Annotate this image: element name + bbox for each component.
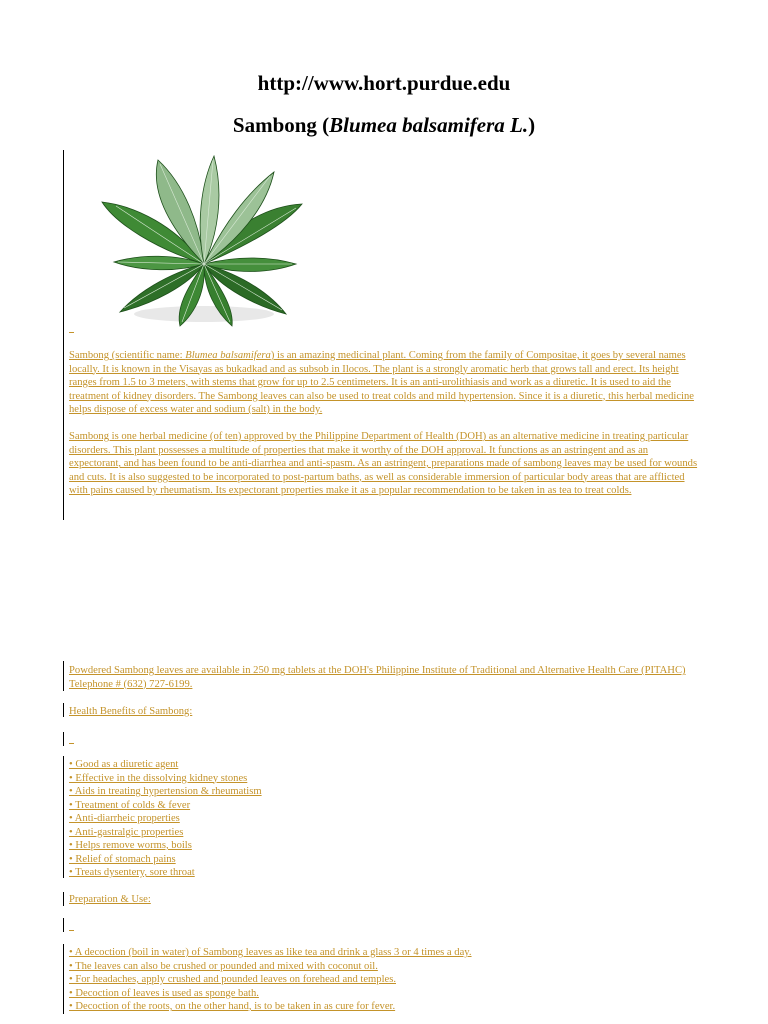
intro-body: ) is an amazing medicinal plant. Coming from the family of Compositae, it goes by several names locally. It is known in the Visayas as bukadkad and as subsob in Ilocos. The plant is a strongly aromatic herb that grows tall and erect. Its height ranges from 1.5 to 3 meters, with stems that grow for up to 2.5 centimeters. It is an anti-urolithiasis and work as a diuretic. It is used to aid the treatment of kidney disorders. The Sambong leaves can also be used to treat colds and mild hypertension. Since it is a diuretic, this herbal medicine helps dispose of excess water and sodium (salt) in the body. (69, 350, 694, 415)
doh-approval-text: Sambong is one herbal medicine (of ten) approved by the Philippine Department of Health (DOH) as an alternative medicine in treating particular disorders. This plant possesses a multitude of properties that make it worthy of the DOH approval. It functions as an astringent and as an expectorant, and has been found to be anti-diarrhea and anti-spasm. As an astringent, preparations made of sambong leaves may be used for wounds and cuts. It is also suggested to be incorporated to post-partum baths, as well as considerable immersion of particular body areas that are afflicted with pains caused by rheumatism. Its expectorant properties make it as a popular recommendation to be taken in as tea to treat colds. (69, 431, 698, 496)
paragraph-availability[interactable] (69, 664, 701, 691)
list-item[interactable]: • Good as a diuretic agent (69, 759, 179, 770)
benefits-heading-text: Health Benefits of Sambong: (69, 706, 193, 717)
title-scientific-name: Blumea balsamifera L. (329, 113, 529, 137)
list-item[interactable]: • For headaches, apply crushed and pounded leaves on forehead and temples. (69, 974, 396, 985)
left-rule-p3 (63, 661, 64, 691)
left-rule-prep-list (63, 944, 64, 1014)
list-item[interactable]: • Decoction of leaves is used as sponge bath. (69, 987, 259, 999)
list-item[interactable]: • Anti-diarrheic properties (69, 813, 180, 824)
left-rule-benefits-heading (63, 703, 64, 717)
list-item[interactable]: • Relief of stomach pains (69, 853, 176, 865)
title-prefix: Sambong ( (232, 113, 330, 137)
list-item[interactable]: • Helps remove worms, boils (69, 840, 192, 851)
preparation-list (69, 946, 472, 1014)
source-url-heading: http://www.hort.purdue.edu (257, 71, 511, 95)
intro-prefix: Sambong (scientific name: (69, 350, 186, 361)
title-suffix: ) (528, 113, 536, 137)
list-item[interactable]: • Treatment of colds & fever (69, 799, 191, 811)
paragraph-intro[interactable] (69, 349, 701, 417)
left-rule-spacer-1 (63, 732, 64, 746)
list-item[interactable]: • Aids in treating hypertension & rheumatism (69, 786, 262, 797)
left-rule-spacer-2 (63, 918, 64, 932)
list-item[interactable]: • Treats dysentery, sore throat (69, 867, 195, 878)
paragraph-doh-approval[interactable] (69, 430, 701, 498)
page-title (0, 113, 768, 138)
list-item[interactable]: • Effective in the dissolving kidney stones (69, 772, 248, 784)
left-rule-top (63, 150, 64, 520)
intro-scientific-name: Blumea balsamifera (185, 350, 271, 361)
availability-text: Powdered Sambong leaves are available in 250 mg tablets at the DOH's Philippine Institute of Traditional and Alternative Health Care (PITAHC) Telephone # (632) 727-6199. (69, 665, 686, 690)
spacer-link-2[interactable] (69, 930, 74, 931)
spacer-link-1[interactable] (69, 743, 74, 744)
image-link-underline[interactable] (69, 332, 74, 333)
list-item[interactable]: • Decoction of the roots, on the other hand, is to be taken in as cure for fever. (69, 1001, 396, 1012)
list-item[interactable]: • The leaves can also be crushed or pounded and mixed with coconut oil. (69, 960, 378, 972)
list-item[interactable]: • Anti-gastralgic properties (69, 826, 184, 838)
list-item[interactable]: • A decoction (boil in water) of Sambong leaves as like tea and drink a glass 3 or 4 times a day. (69, 947, 472, 958)
benefits-list (69, 758, 262, 880)
benefits-heading[interactable] (69, 705, 192, 719)
sambong-plant-icon (96, 154, 312, 330)
preparation-heading[interactable] (69, 893, 151, 907)
left-rule-benefits-list (63, 756, 64, 878)
left-rule-prep-heading (63, 892, 64, 906)
preparation-heading-text: Preparation & Use: (69, 894, 151, 905)
